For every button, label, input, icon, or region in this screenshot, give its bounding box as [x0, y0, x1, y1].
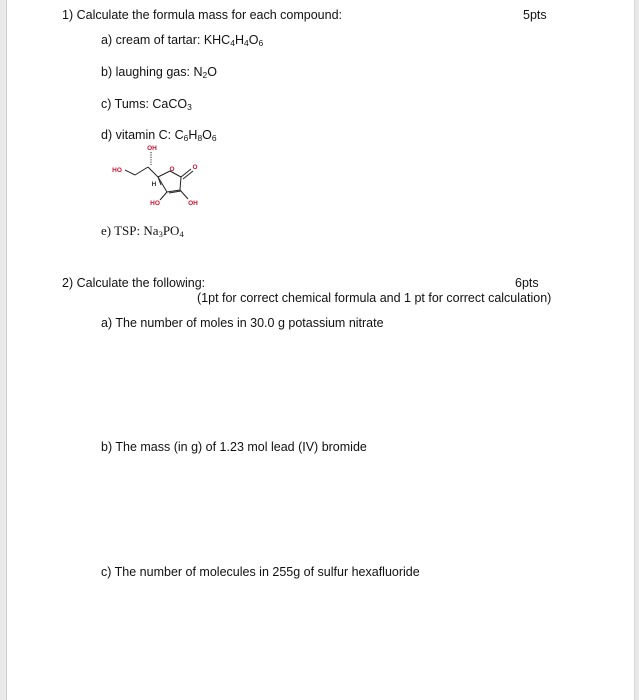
q2-title: 2) Calculate the following:	[62, 276, 206, 290]
q1a-label: a) cream of tartar:	[101, 33, 204, 47]
q1c-label: c) Tums:	[101, 97, 153, 111]
oh-bottom-label: OH	[188, 200, 198, 207]
ho-bottom-label: HO	[150, 200, 160, 207]
o-ring-label: O	[169, 166, 175, 173]
q1a-item	[101, 33, 263, 47]
q2c-item: c) The number of molecules in 255g of sulfur hexafluoride	[101, 565, 420, 579]
q1b-label: b) laughing gas:	[101, 65, 194, 79]
q2a-item: a) The number of moles in 30.0 g potassium nitrate	[101, 316, 384, 330]
q1-title: 1) Calculate the formula mass for each compound:	[62, 8, 342, 22]
q1c-formula: CaCO$_3$	[152, 97, 192, 112]
q2-scoring-note: (1pt for correct chemical formula and 1 pt for correct calculation)	[197, 291, 552, 305]
q1d-formula: $C_6H_8O_6$	[174, 128, 217, 143]
oh-top-label: OH	[147, 145, 157, 152]
q1b-item	[101, 65, 217, 79]
h-label: H	[151, 181, 157, 188]
q1b-formula: $N_2O$	[193, 65, 217, 80]
worksheet-page	[6, 0, 635, 700]
q1e-label: e) TSP:	[101, 223, 144, 238]
q1a-formula: $KHC_4H_4O_6$	[203, 33, 264, 48]
q2b-item: b) The mass (in g) of 1.23 mol lead (IV) bromide	[101, 440, 367, 454]
q1e-item	[101, 224, 184, 238]
q1d-label: d) vitamin C:	[101, 128, 175, 142]
q2-points: 6pts	[515, 276, 539, 290]
q1c-item	[101, 97, 192, 111]
vitamin-c-structure	[105, 143, 215, 215]
q1d-item	[101, 128, 217, 142]
o-keto-label: O	[192, 164, 198, 171]
q1-points: 5pts	[523, 8, 547, 22]
q1e-formula: $Na_3PO_4$	[143, 223, 184, 239]
ho-left-label: HO	[112, 167, 122, 174]
